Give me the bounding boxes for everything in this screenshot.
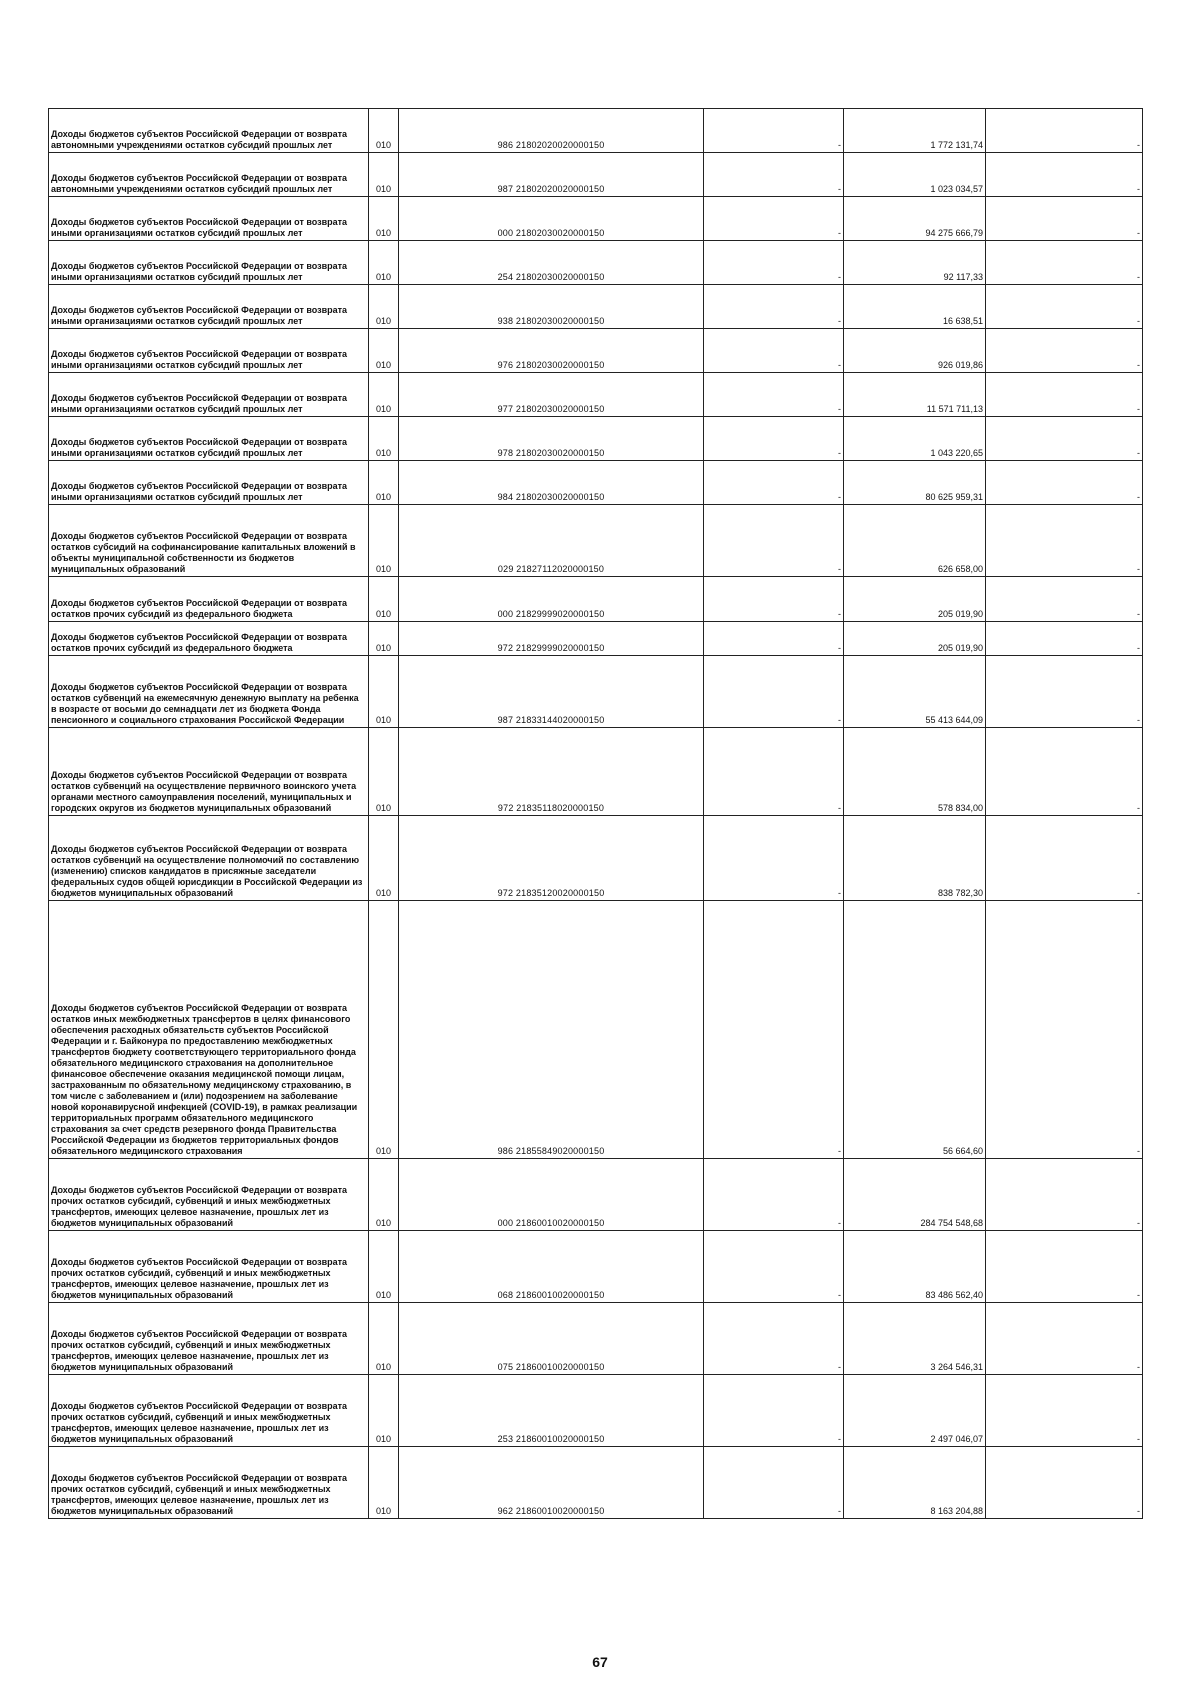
row-line-code: 010 [369, 622, 399, 656]
row-line-code: 010 [369, 285, 399, 329]
row-remaining: - [986, 153, 1143, 197]
row-remaining: - [986, 901, 1143, 1159]
row-line-code: 010 [369, 373, 399, 417]
row-line-code: 010 [369, 417, 399, 461]
row-remaining: - [986, 1231, 1143, 1303]
row-remaining: - [986, 373, 1143, 417]
table-row [49, 417, 1143, 461]
row-plan: - [704, 197, 844, 241]
row-budget-code: 987 21833144020000150 [399, 656, 704, 728]
table-row [49, 901, 1143, 1159]
row-line-code: 010 [369, 109, 399, 153]
row-executed: 205 019,90 [844, 577, 986, 622]
row-budget-code: 938 21802030020000150 [399, 285, 704, 329]
row-name: Доходы бюджетов субъектов Российской Федерации от возврата автономными учреждениями остатков субсидий прошлых лет [49, 109, 369, 153]
row-line-code: 010 [369, 656, 399, 728]
row-budget-code: 254 21802030020000150 [399, 241, 704, 285]
row-executed: 284 754 548,68 [844, 1159, 986, 1231]
row-line-code: 010 [369, 461, 399, 505]
row-executed: 626 658,00 [844, 505, 986, 577]
row-name: Доходы бюджетов субъектов Российской Федерации от возврата прочих остатков субсидий, субвенций и иных межбюджетных трансфертов, имеющих целевое назначение, прошлых лет из бюджетов муниципальных образований [49, 1159, 369, 1231]
row-plan: - [704, 373, 844, 417]
row-plan: - [704, 1447, 844, 1519]
row-budget-code: 984 21802030020000150 [399, 461, 704, 505]
table-row [49, 461, 1143, 505]
row-budget-code: 976 21802030020000150 [399, 329, 704, 373]
row-name: Доходы бюджетов субъектов Российской Федерации от возврата остатков субвенций на осуществление полномочий по составлению (изменению) списков кандидатов в присяжные заседатели федеральных судов общей юрисдикции в Российской Федерации из бюджетов муниципальных образований [49, 816, 369, 901]
row-remaining: - [986, 417, 1143, 461]
table-row [49, 153, 1143, 197]
row-name: Доходы бюджетов субъектов Российской Федерации от возврата иными организациями остатков субсидий прошлых лет [49, 461, 369, 505]
table-row [49, 577, 1143, 622]
row-budget-code: 068 21860010020000150 [399, 1231, 704, 1303]
table-row [49, 109, 1143, 153]
row-executed: 1 043 220,65 [844, 417, 986, 461]
row-budget-code: 253 21860010020000150 [399, 1375, 704, 1447]
row-executed: 16 638,51 [844, 285, 986, 329]
row-plan: - [704, 901, 844, 1159]
row-name: Доходы бюджетов субъектов Российской Федерации от возврата иными организациями остатков субсидий прошлых лет [49, 197, 369, 241]
row-plan: - [704, 816, 844, 901]
row-name: Доходы бюджетов субъектов Российской Федерации от возврата остатков субсидий на софинансирование капитальных вложений в объекты муниципальной собственности из бюджетов муниципальных образований [49, 505, 369, 577]
row-plan: - [704, 1231, 844, 1303]
row-name: Доходы бюджетов субъектов Российской Федерации от возврата иными организациями остатков субсидий прошлых лет [49, 417, 369, 461]
row-budget-code: 075 21860010020000150 [399, 1303, 704, 1375]
row-line-code: 010 [369, 241, 399, 285]
row-line-code: 010 [369, 1159, 399, 1231]
table-row [49, 1375, 1143, 1447]
row-remaining: - [986, 577, 1143, 622]
row-budget-code: 972 21835118020000150 [399, 728, 704, 816]
row-executed: 578 834,00 [844, 728, 986, 816]
row-remaining: - [986, 285, 1143, 329]
row-name: Доходы бюджетов субъектов Российской Федерации от возврата остатков иных межбюджетных трансфертов в целях финансового обеспечения расходных обязательств субъектов Российской Федерации и г. Байконура по предоставлению межбюджетных трансфертов бюджету соответствующего территориального фонда обязательного медицинского страхования на дополнительное финансовое обеспечение оказания медицинской помощи лицам, застрахованным по обязательному медицинскому страхованию, в том числе с заболеванием и (или) подозрением на заболевание новой коронавирусной инфекцией (COVID-19), в рамках реализации территориальных программ обязательного медицинского страхования за счет средств резервного фонда Правительства Российской Федерации из бюджетов территориальных фондов обязательного медицинского страхования [49, 901, 369, 1159]
income-table [48, 108, 1143, 1519]
row-plan: - [704, 109, 844, 153]
table-row [49, 1447, 1143, 1519]
row-executed: 1 023 034,57 [844, 153, 986, 197]
row-line-code: 010 [369, 153, 399, 197]
row-remaining: - [986, 816, 1143, 901]
row-name: Доходы бюджетов субъектов Российской Федерации от возврата остатков субвенций на ежемесячную денежную выплату на ребенка в возрасте от восьми до семнадцати лет из бюджета Фонда пенсионного и социального страхования Российской Федерации [49, 656, 369, 728]
table-row [49, 241, 1143, 285]
row-budget-code: 962 21860010020000150 [399, 1447, 704, 1519]
table-row [49, 505, 1143, 577]
row-budget-code: 972 21829999020000150 [399, 622, 704, 656]
row-remaining: - [986, 329, 1143, 373]
page-number: 67 [592, 1654, 608, 1670]
row-budget-code: 987 21802020020000150 [399, 153, 704, 197]
row-remaining: - [986, 505, 1143, 577]
row-executed: 92 117,33 [844, 241, 986, 285]
row-executed: 2 497 046,07 [844, 1375, 986, 1447]
row-remaining: - [986, 241, 1143, 285]
row-plan: - [704, 241, 844, 285]
row-name: Доходы бюджетов субъектов Российской Федерации от возврата автономными учреждениями остатков субсидий прошлых лет [49, 153, 369, 197]
row-budget-code: 986 21855849020000150 [399, 901, 704, 1159]
row-plan: - [704, 1303, 844, 1375]
row-plan: - [704, 461, 844, 505]
row-executed: 926 019,86 [844, 329, 986, 373]
row-remaining: - [986, 656, 1143, 728]
row-line-code: 010 [369, 1447, 399, 1519]
table-row [49, 1231, 1143, 1303]
row-plan: - [704, 329, 844, 373]
row-name: Доходы бюджетов субъектов Российской Федерации от возврата прочих остатков субсидий, субвенций и иных межбюджетных трансфертов, имеющих целевое назначение, прошлых лет из бюджетов муниципальных образований [49, 1303, 369, 1375]
row-remaining: - [986, 1375, 1143, 1447]
row-plan: - [704, 656, 844, 728]
row-line-code: 010 [369, 816, 399, 901]
row-line-code: 010 [369, 1303, 399, 1375]
row-line-code: 010 [369, 329, 399, 373]
row-budget-code: 029 21827112020000150 [399, 505, 704, 577]
row-plan: - [704, 417, 844, 461]
row-line-code: 010 [369, 728, 399, 816]
row-budget-code: 000 21829999020000150 [399, 577, 704, 622]
row-line-code: 010 [369, 1375, 399, 1447]
row-executed: 94 275 666,79 [844, 197, 986, 241]
row-executed: 83 486 562,40 [844, 1231, 986, 1303]
row-executed: 11 571 711,13 [844, 373, 986, 417]
row-name: Доходы бюджетов субъектов Российской Федерации от возврата иными организациями остатков субсидий прошлых лет [49, 373, 369, 417]
row-budget-code: 972 21835120020000150 [399, 816, 704, 901]
row-name: Доходы бюджетов субъектов Российской Федерации от возврата прочих остатков субсидий, субвенций и иных межбюджетных трансфертов, имеющих целевое назначение, прошлых лет из бюджетов муниципальных образований [49, 1375, 369, 1447]
row-name: Доходы бюджетов субъектов Российской Федерации от возврата иными организациями остатков субсидий прошлых лет [49, 241, 369, 285]
row-remaining: - [986, 622, 1143, 656]
table-row [49, 285, 1143, 329]
row-line-code: 010 [369, 901, 399, 1159]
row-executed: 55 413 644,09 [844, 656, 986, 728]
table-row [49, 728, 1143, 816]
table-row [49, 1159, 1143, 1231]
table-row [49, 816, 1143, 901]
row-remaining: - [986, 1447, 1143, 1519]
row-name: Доходы бюджетов субъектов Российской Федерации от возврата остатков прочих субсидий из федерального бюджета [49, 622, 369, 656]
row-remaining: - [986, 1159, 1143, 1231]
row-plan: - [704, 577, 844, 622]
row-executed: 56 664,60 [844, 901, 986, 1159]
row-executed: 80 625 959,31 [844, 461, 986, 505]
row-name: Доходы бюджетов субъектов Российской Федерации от возврата прочих остатков субсидий, субвенций и иных межбюджетных трансфертов, имеющих целевое назначение, прошлых лет из бюджетов муниципальных образований [49, 1447, 369, 1519]
row-budget-code: 000 21802030020000150 [399, 197, 704, 241]
row-line-code: 010 [369, 197, 399, 241]
row-name: Доходы бюджетов субъектов Российской Федерации от возврата прочих остатков субсидий, субвенций и иных межбюджетных трансфертов, имеющих целевое назначение, прошлых лет из бюджетов муниципальных образований [49, 1231, 369, 1303]
row-remaining: - [986, 109, 1143, 153]
row-remaining: - [986, 197, 1143, 241]
row-budget-code: 978 21802030020000150 [399, 417, 704, 461]
row-name: Доходы бюджетов субъектов Российской Федерации от возврата иными организациями остатков субсидий прошлых лет [49, 329, 369, 373]
row-line-code: 010 [369, 505, 399, 577]
row-plan: - [704, 285, 844, 329]
row-line-code: 010 [369, 577, 399, 622]
row-plan: - [704, 622, 844, 656]
table-row [49, 622, 1143, 656]
row-plan: - [704, 728, 844, 816]
row-budget-code: 977 21802030020000150 [399, 373, 704, 417]
row-line-code: 010 [369, 1231, 399, 1303]
table-row [49, 197, 1143, 241]
row-executed: 1 772 131,74 [844, 109, 986, 153]
row-plan: - [704, 505, 844, 577]
table-row [49, 1303, 1143, 1375]
row-remaining: - [986, 1303, 1143, 1375]
row-executed: 8 163 204,88 [844, 1447, 986, 1519]
row-executed: 3 264 546,31 [844, 1303, 986, 1375]
table-row [49, 329, 1143, 373]
row-plan: - [704, 1375, 844, 1447]
table-row [49, 373, 1143, 417]
table-body [49, 109, 1143, 1519]
row-budget-code: 986 21802020020000150 [399, 109, 704, 153]
table-row [49, 656, 1143, 728]
row-executed: 838 782,30 [844, 816, 986, 901]
row-executed: 205 019,90 [844, 622, 986, 656]
row-name: Доходы бюджетов субъектов Российской Федерации от возврата иными организациями остатков субсидий прошлых лет [49, 285, 369, 329]
row-name: Доходы бюджетов субъектов Российской Федерации от возврата остатков субвенций на осуществление первичного воинского учета органами местного самоуправления поселений, муниципальных и городских округов из бюджетов муниципальных образований [49, 728, 369, 816]
row-plan: - [704, 153, 844, 197]
row-remaining: - [986, 728, 1143, 816]
row-remaining: - [986, 461, 1143, 505]
row-plan: - [704, 1159, 844, 1231]
row-budget-code: 000 21860010020000150 [399, 1159, 704, 1231]
row-name: Доходы бюджетов субъектов Российской Федерации от возврата остатков прочих субсидий из федерального бюджета [49, 577, 369, 622]
